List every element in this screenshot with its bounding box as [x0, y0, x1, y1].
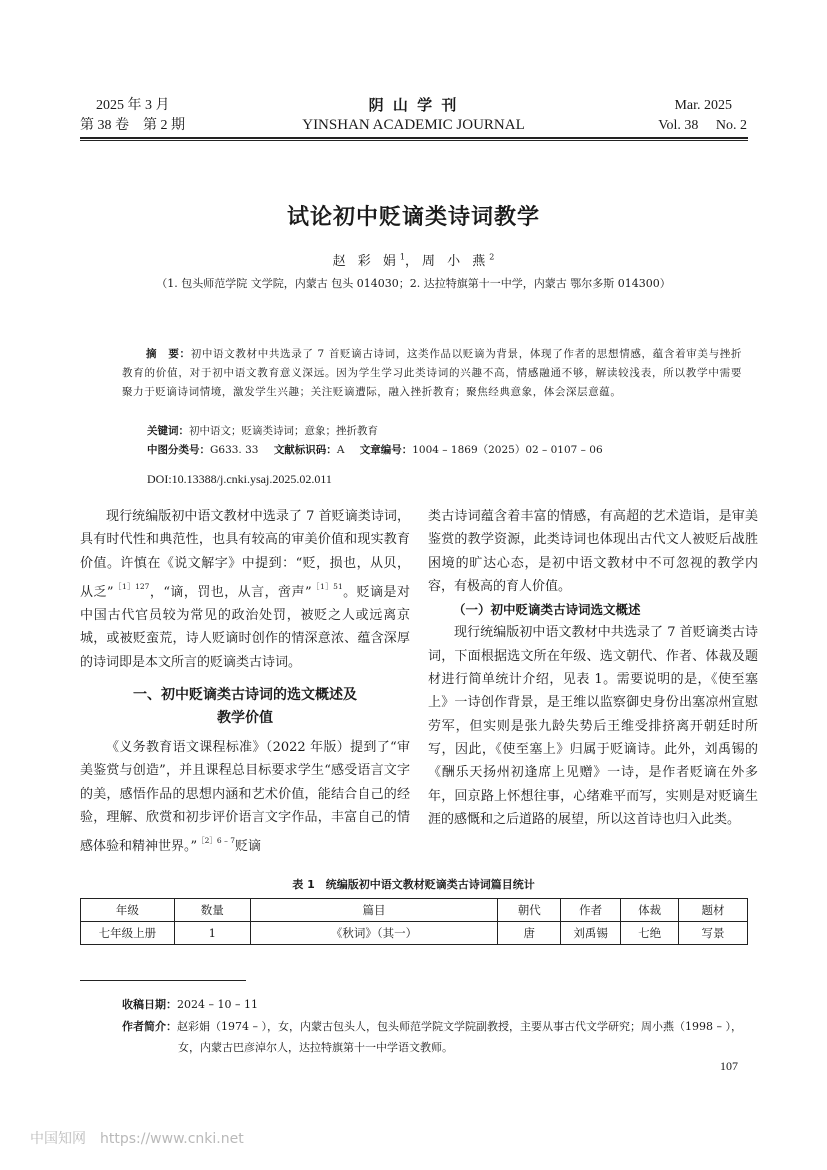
table-header-cell: 体裁 — [621, 899, 679, 922]
table-cell: 《秋词》（其一） — [250, 922, 498, 945]
table-header-row — [81, 899, 748, 922]
paragraph: 类古诗词蕴含着丰富的情感，有高超的艺术造诣，是审美鉴赏的教学资源，此类诗词也体现出古代文人被贬后战胜困境的旷达心态，是初中语文教材中不可忽视的教学内容，有极高的育人价值。 — [428, 509, 758, 594]
abstract — [122, 345, 742, 402]
affiliations: （1. 包头师范学院 文学院，内蒙古 包头 014030；2. 达拉特旗第十一中学，内蒙古 鄂尔多斯 014300） — [156, 277, 671, 290]
header-rule-top — [80, 137, 748, 139]
subsection-heading: （一）初中贬谪类古诗词选文概述 — [453, 602, 641, 618]
abstract-label: 摘 要： — [146, 348, 191, 360]
citation-ref: ［1］127 — [113, 581, 150, 591]
author-2: 周 小 燕 — [422, 254, 490, 269]
article-title: 试论初中贬谪类诗词教学 — [286, 205, 540, 230]
table-header-cell: 朝代 — [498, 899, 561, 922]
paragraph-text: 贬谪 — [235, 839, 262, 855]
section-heading-line: 一、初中贬谪类古诗词的选文概述及 — [133, 687, 357, 704]
header-volume: 第 38 卷 第 2 期 — [80, 118, 185, 133]
bio-line-2: 女，内蒙古巴彦淖尔人，达拉特旗第十一中学语文教师。 — [178, 1041, 453, 1054]
keywords-text: 初中语文；贬谪类诗词；意象；挫折教育 — [189, 425, 378, 437]
doc-code-label: 文献标识码： — [273, 444, 337, 456]
paragraph — [80, 505, 410, 674]
keywords — [147, 422, 378, 441]
header-rule-bottom — [80, 140, 748, 141]
author-separator: ， — [404, 254, 422, 269]
table-header-cell: 作者 — [561, 899, 621, 922]
classification — [147, 441, 603, 460]
table-cell: 1 — [174, 922, 250, 945]
citation-ref: ［2］6 – 7 — [197, 836, 235, 846]
journal-title-en: YINSHAN ACADEMIC JOURNAL — [302, 117, 525, 133]
table-cell: 唐 — [498, 922, 561, 945]
table-row — [81, 922, 748, 945]
bio-line-1: 赵彩娟（1974 – ），女，内蒙古包头人，包头师范学院文学院副教授，主要从事古代文学研究；周小燕（1998 – ）， — [177, 1020, 742, 1033]
header-date-en: Mar. 2025 — [674, 98, 732, 113]
section-heading-line: 教学价值 — [217, 710, 273, 727]
table-cell: 刘禹锡 — [561, 922, 621, 945]
authors — [0, 250, 827, 269]
citation-ref: ［1］51 — [311, 581, 343, 591]
doi: DOI:10.13388/j.cnki.ysaj.2025.02.011 — [147, 472, 332, 486]
journal-title-cn: 阴 山 学 刊 — [368, 96, 459, 114]
right-column — [428, 505, 758, 831]
section-heading — [80, 684, 410, 730]
clc-value: G633. 33 — [210, 444, 259, 456]
table-cell: 写景 — [679, 922, 748, 945]
abstract-text: 初中语文教材中共选录了 7 首贬谪古诗词，这类作品以贬谪为背景，体现了作者的思想情感，蕴含着审美与挫折教育的价值，对于初中语文教育意义深远。因为学生学习此类诗词的兴趣不高，情感融通不够，解读较浅表，所以教学中需要聚力于贬谪诗词情境，激发学生兴趣；关注贬谪遭际，融入挫折教育；聚焦经典意象，体会深层意蕴。 — [122, 348, 743, 398]
cnki-watermark: 中国知网 https://www.cnki.net — [30, 1131, 244, 1147]
received-value: 2024 – 10 – 11 — [177, 998, 258, 1011]
bio-label: 作者简介： — [122, 1020, 177, 1033]
left-column — [80, 505, 410, 859]
data-table — [80, 898, 748, 945]
paragraph-text: 《义务教育语文课程标准》（2022 年版）提到了“审美鉴赏与创造”，并且课程总目标要求学生“感受语言文字的美，感悟作品的思想内涵和艺术价值，能结合自己的经验，理解、欣赏和初步评价语言文字作品，丰富自己的情感体验和精神世界。” — [80, 740, 410, 855]
table-header-cell: 年级 — [81, 899, 175, 922]
article-no-label: 文章编号： — [359, 444, 413, 456]
table-header-cell: 题材 — [679, 899, 748, 922]
footnote-rule — [80, 980, 246, 981]
table-caption: 表 1 统编版初中语文教材贬谪类古诗词篇目统计 — [292, 878, 535, 891]
page-number: 107 — [720, 1059, 738, 1073]
paragraph-text: 现行统编版初中语文教材中选录了 7 首贬谪类诗词，具有时代性和典范性，也具有较高的审美价值和现实教育价值。许慎在《说文解字》中提到：“贬，损也，从贝，从乏” — [80, 509, 410, 600]
clc-label: 中图分类号： — [147, 444, 210, 456]
paragraph-text: 。贬谪是对中国古代官员较为常见的政治处罚，被贬之人或远离京城，或被贬蛮荒，诗人贬谪时创作的情深意浓、蕴含深厚的诗词即是本文所言的贬谪类古诗词。 — [80, 584, 410, 670]
paragraph-text: ，“谪，罚也，从言，啻声” — [149, 584, 312, 600]
author-2-sup: 2 — [489, 252, 495, 262]
table-header-cell: 数量 — [174, 899, 250, 922]
doc-code-value: A — [336, 444, 345, 456]
keywords-label: 关键词： — [147, 425, 189, 437]
table-header-cell: 篇目 — [250, 899, 498, 922]
received-date — [122, 994, 258, 1015]
table-cell: 七绝 — [621, 922, 679, 945]
author-bio — [122, 1016, 752, 1058]
author-1-sup: 1 — [399, 252, 405, 262]
paragraph: 现行统编版初中语文教材中共选录了 7 首贬谪类古诗词，下面根据选文所在年级、选文朝代、作者、体裁及题材进行简单统计介绍，见表 1。需要说明的是，《使至塞上》一诗创作背景，是王维以监察御史身份出塞凉州宣慰劳军，但实则是张九龄失势后王维受排挤离开朝廷时所写，因此，《使至塞上》归属于贬谪诗。此外，刘禹锡的《酬乐天扬州初逢席上见赠》一诗，是作者贬谪在外多年，回京路上怀想往事，心绪难平而写，实则是对贬谪生涯的感慨和之后道路的展望，所以这首诗也归入此类。 — [428, 625, 758, 827]
author-1: 赵 彩 娟 — [332, 254, 400, 269]
header-date: 2025 年 3 月 — [96, 98, 170, 113]
received-label: 收稿日期： — [122, 998, 177, 1011]
article-no-value: 1004 – 1869（2025）02 – 0107 – 06 — [412, 444, 603, 456]
paragraph — [80, 736, 410, 858]
table-cell: 七年级上册 — [81, 922, 175, 945]
header-volume-en: Vol. 38 No. 2 — [658, 118, 747, 133]
